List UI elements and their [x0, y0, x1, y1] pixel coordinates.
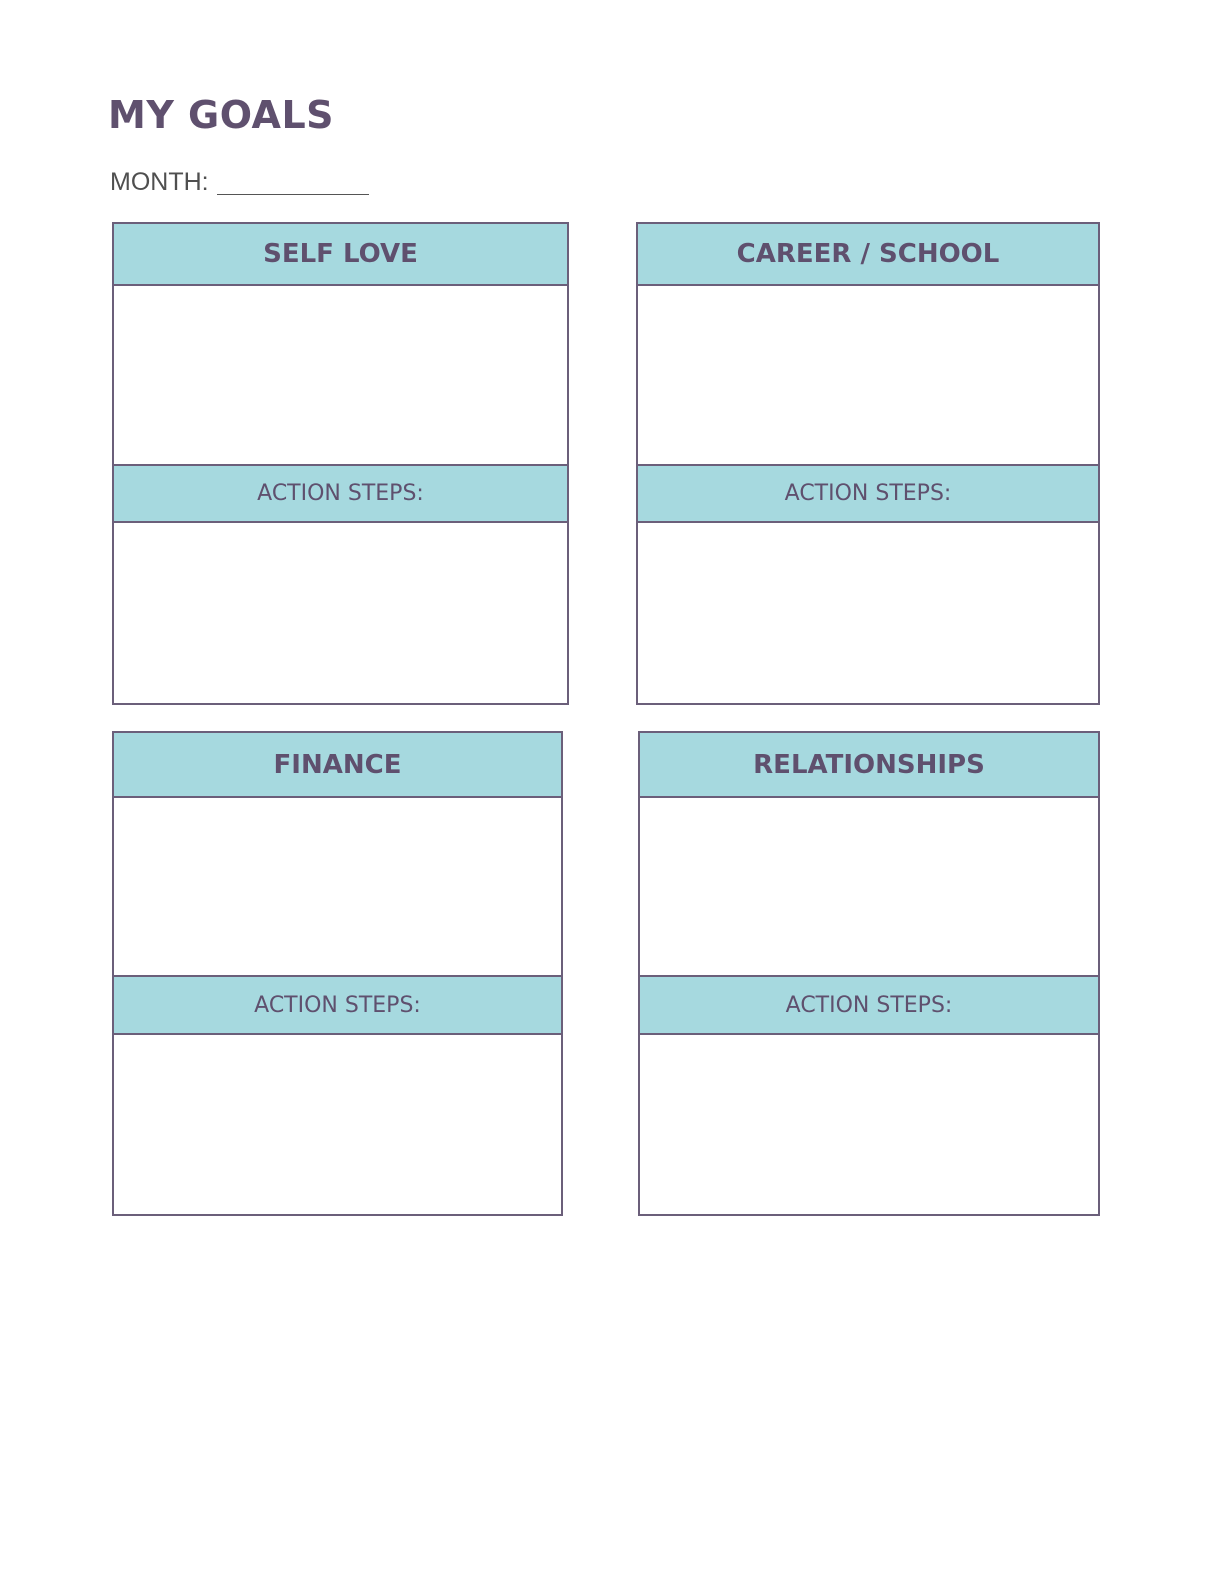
goal-box-title: RELATIONSHIPS [640, 733, 1098, 798]
month-label: MONTH: [110, 168, 209, 196]
action-steps-label: ACTION STEPS: [114, 464, 567, 523]
goal-writing-area[interactable] [114, 798, 561, 978]
goal-writing-area[interactable] [638, 286, 1098, 466]
goal-box-title: SELF LOVE [114, 224, 567, 286]
goal-box-title: CAREER / SCHOOL [638, 224, 1098, 286]
action-steps-writing-area[interactable] [114, 523, 567, 703]
page-title: MY GOALS [108, 93, 335, 137]
action-steps-label: ACTION STEPS: [638, 464, 1098, 523]
action-steps-label: ACTION STEPS: [114, 975, 561, 1035]
goal-box-career-school [636, 222, 1100, 705]
action-steps-writing-area[interactable] [640, 1035, 1098, 1214]
goal-box-self-love [112, 222, 569, 705]
month-row [110, 170, 369, 195]
month-input-line[interactable] [217, 172, 369, 195]
goal-box-title: FINANCE [114, 733, 561, 798]
goal-writing-area[interactable] [640, 798, 1098, 978]
goal-box-finance [112, 731, 563, 1216]
action-steps-writing-area[interactable] [638, 523, 1098, 703]
action-steps-writing-area[interactable] [114, 1035, 561, 1214]
goal-writing-area[interactable] [114, 286, 567, 466]
goal-box-relationships [638, 731, 1100, 1216]
action-steps-label: ACTION STEPS: [640, 975, 1098, 1035]
